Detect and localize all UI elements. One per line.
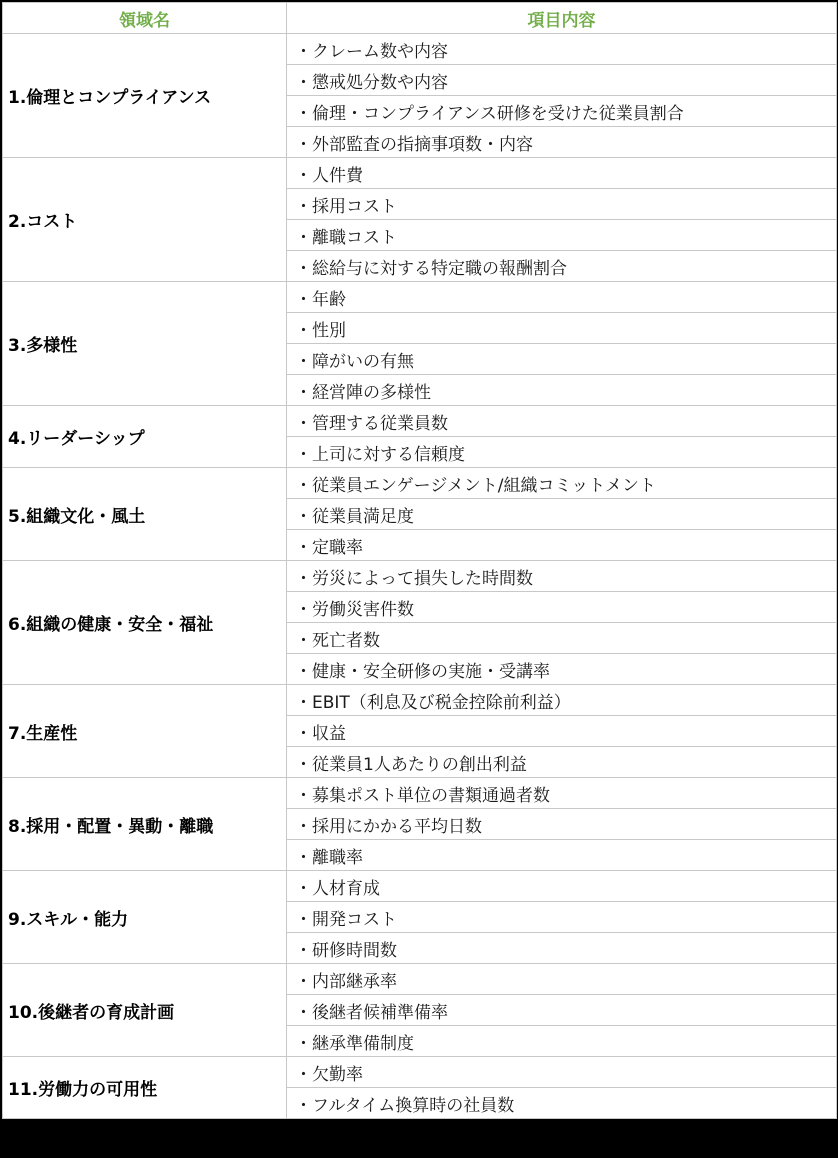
item-cell: ・懲戒処分数や内容 bbox=[287, 65, 837, 96]
item-cell: ・上司に対する信頼度 bbox=[287, 437, 837, 468]
item-cell: ・後継者候補準備率 bbox=[287, 995, 837, 1026]
item-cell: ・内部継承率 bbox=[287, 964, 837, 995]
item-cell: ・採用コスト bbox=[287, 189, 837, 220]
domain-name-cell: 4.リーダーシップ bbox=[3, 406, 287, 468]
item-cell: ・募集ポスト単位の書類通過者数 bbox=[287, 778, 837, 809]
table-row bbox=[3, 778, 837, 809]
item-cell: ・労働災害件数 bbox=[287, 592, 837, 623]
item-cell: ・人材育成 bbox=[287, 871, 837, 902]
table-row bbox=[3, 561, 837, 592]
item-cell: ・収益 bbox=[287, 716, 837, 747]
item-cell: ・従業員エンゲージメント/組織コミットメント bbox=[287, 468, 837, 499]
item-cell: ・欠勤率 bbox=[287, 1057, 837, 1088]
item-cell: ・開発コスト bbox=[287, 902, 837, 933]
item-cell: ・従業員満足度 bbox=[287, 499, 837, 530]
item-cell: ・死亡者数 bbox=[287, 623, 837, 654]
domain-name-cell: 9.スキル・能力 bbox=[3, 871, 287, 964]
table-row bbox=[3, 964, 837, 995]
item-cell: ・定職率 bbox=[287, 530, 837, 561]
domain-name-cell: 5.組織文化・風土 bbox=[3, 468, 287, 561]
item-cell: ・労災によって損失した時間数 bbox=[287, 561, 837, 592]
header-domain: 領域名 bbox=[3, 3, 287, 34]
domain-name-cell: 3.多様性 bbox=[3, 282, 287, 406]
item-cell: ・倫理・コンプライアンス研修を受けた従業員割合 bbox=[287, 96, 837, 127]
item-cell: ・年齢 bbox=[287, 282, 837, 313]
item-cell: ・総給与に対する特定職の報酬割合 bbox=[287, 251, 837, 282]
table-body bbox=[3, 34, 837, 1119]
item-cell: ・研修時間数 bbox=[287, 933, 837, 964]
item-cell: ・離職コスト bbox=[287, 220, 837, 251]
item-cell: ・採用にかかる平均日数 bbox=[287, 809, 837, 840]
table-row bbox=[3, 871, 837, 902]
item-cell: ・クレーム数や内容 bbox=[287, 34, 837, 65]
item-cell: ・従業員1人あたりの創出利益 bbox=[287, 747, 837, 778]
table-row bbox=[3, 34, 837, 65]
item-cell: ・離職率 bbox=[287, 840, 837, 871]
item-cell: ・継承準備制度 bbox=[287, 1026, 837, 1057]
domain-name-cell: 6.組織の健康・安全・福祉 bbox=[3, 561, 287, 685]
item-cell: ・管理する従業員数 bbox=[287, 406, 837, 437]
table-row bbox=[3, 282, 837, 313]
item-cell: ・健康・安全研修の実施・受講率 bbox=[287, 654, 837, 685]
domain-name-cell: 8.採用・配置・異動・離職 bbox=[3, 778, 287, 871]
item-cell: ・性別 bbox=[287, 313, 837, 344]
table-row bbox=[3, 1057, 837, 1088]
item-cell: ・EBIT（利息及び税金控除前利益） bbox=[287, 685, 837, 716]
domain-name-cell: 1.倫理とコンプライアンス bbox=[3, 34, 287, 158]
header-content: 項目内容 bbox=[287, 3, 837, 34]
table-row bbox=[3, 685, 837, 716]
item-cell: ・外部監査の指摘事項数・内容 bbox=[287, 127, 837, 158]
table-row bbox=[3, 158, 837, 189]
table-row bbox=[3, 468, 837, 499]
item-cell: ・経営陣の多様性 bbox=[287, 375, 837, 406]
item-cell: ・障がいの有無 bbox=[287, 344, 837, 375]
domain-name-cell: 10.後継者の育成計画 bbox=[3, 964, 287, 1057]
domain-name-cell: 2.コスト bbox=[3, 158, 287, 282]
table-row bbox=[3, 406, 837, 437]
domain-name-cell: 11.労働力の可用性 bbox=[3, 1057, 287, 1119]
table-header-row bbox=[3, 3, 837, 34]
item-cell: ・フルタイム換算時の社員数 bbox=[287, 1088, 837, 1119]
domain-name-cell: 7.生産性 bbox=[3, 685, 287, 778]
item-cell: ・人件費 bbox=[287, 158, 837, 189]
metrics-table bbox=[2, 2, 837, 1119]
